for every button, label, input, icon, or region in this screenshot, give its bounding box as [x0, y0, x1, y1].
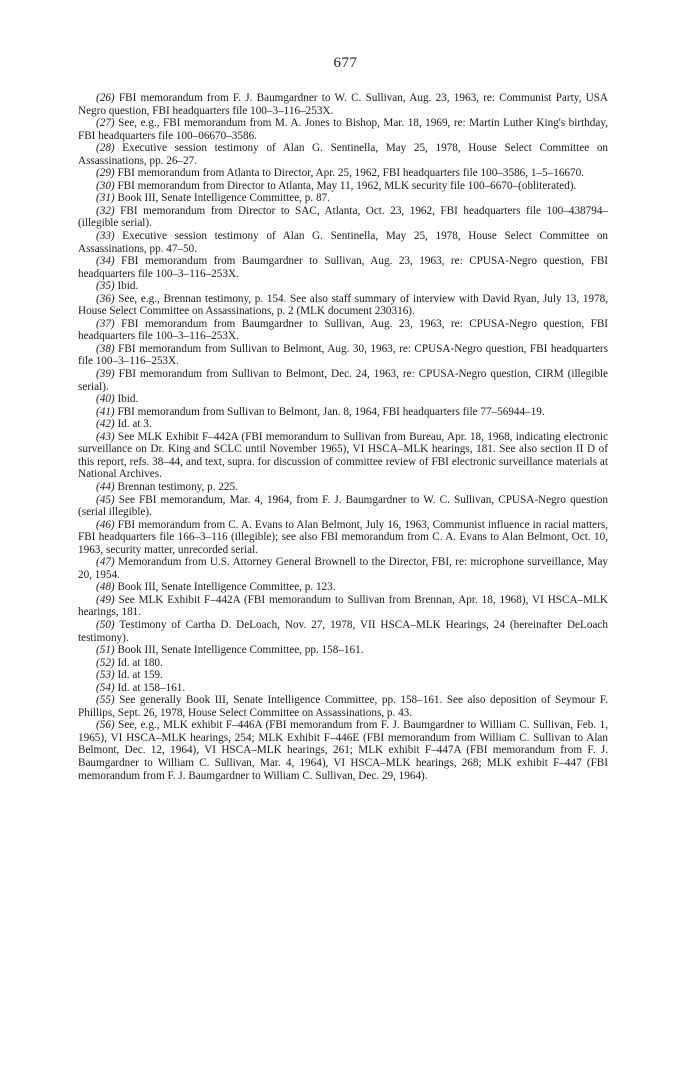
footnote	[78, 180, 608, 193]
footnote	[78, 92, 608, 117]
footnote	[78, 657, 608, 670]
footnote	[78, 167, 608, 180]
footnote	[78, 431, 608, 481]
footnote-text: FBI memorandum from Director to SAC, Atlanta, Oct. 23, 1962, FBI headquarters file 100–438794–(illegible serial).	[78, 204, 609, 230]
footnote-number: (50)	[96, 618, 115, 631]
footnote-text: Book III, Senate Intelligence Committee, pp. 158–161.	[117, 644, 364, 657]
footnote-number: (46)	[96, 518, 115, 531]
footnote-number: (49)	[96, 593, 115, 606]
footnote-text: Memorandum from U.S. Attorney General Brownell to the Director, FBI, re: microphone surveillance, May 20, 1954.	[78, 556, 609, 581]
footnote-number: (56)	[96, 719, 115, 732]
footnote-number: (32)	[96, 204, 115, 217]
footnote	[78, 192, 608, 205]
footnote	[78, 556, 608, 581]
footnote-text: Id. at 158–161.	[117, 681, 186, 694]
footnote	[78, 719, 608, 782]
footnote-number: (55)	[96, 694, 115, 707]
footnote-number: (36)	[96, 292, 115, 305]
footnote-number: (30)	[96, 179, 115, 192]
footnote-text: FBI memorandum from Baumgardner to Sullivan, Aug. 23, 1963, re: CPUSA-Negro question, FBI headquarters file 100–3–116–253X.	[78, 317, 609, 343]
footnote-number: (34)	[96, 255, 115, 268]
footnote-text: Book III, Senate Intelligence Committee, p. 123.	[117, 581, 336, 594]
footnote-text: FBI memorandum from Sullivan to Belmont, Dec. 24, 1963, re: CPUSA-Negro question, CIRM (illegible serial).	[78, 368, 608, 393]
footnote	[78, 644, 608, 657]
footnote-number: (43)	[96, 430, 115, 443]
footnote	[78, 368, 608, 393]
footnote-text: See MLK Exhibit F–442A (FBI memorandum to Sullivan from Brennan, Apr. 18, 1968), VI HSCA–MLK hearings, 181.	[78, 593, 608, 619]
footnote	[78, 280, 608, 293]
footnote	[78, 343, 608, 368]
footnote-list	[78, 92, 608, 782]
footnote	[78, 481, 608, 494]
footnote-text: Id. at 180.	[117, 656, 163, 669]
footnote-number: (38)	[96, 342, 115, 355]
footnote-number: (35)	[96, 280, 115, 293]
footnote	[78, 142, 608, 167]
footnote-number: (39)	[96, 368, 115, 381]
footnote	[78, 669, 608, 682]
page-number: 677	[333, 55, 358, 71]
footnote	[78, 293, 608, 318]
footnote-text: Ibid.	[117, 393, 139, 406]
footnote-text: See, e.g., FBI memorandum from M. A. Jones to Bishop, Mar. 18, 1969, re: Martin Luther King's birthday, FBI headquarters file 100–06670–3586.	[78, 117, 608, 142]
footnote-text: Id. at 159.	[117, 669, 163, 682]
footnote-text: See, e.g., MLK exhibit F–446A (FBI memorandum from F. J. Baumgardner to William C. Sullivan, Feb. 1, 1965), VI HSCA–MLK hearings, 254; MLK Exhibit F–446E (FBI memorandum from William C. Sullivan to Alan Belmont, Dec. 12, 1964), VI HSCA–MLK hearings, 261; MLK exhibit F–447A (FBI memorandum from F. J. Baumgardner to William C. Sullivan, Mar. 4, 1964), VI HSCA–MLK hearings, 268; MLK exhibit F–447 (FBI memorandum from F. J. Baumgardner to William C. Sullivan, Dec. 29, 1964).	[78, 719, 609, 782]
footnote-number: (54)	[96, 681, 115, 694]
footnote-text: FBI memorandum from Atlanta to Director, Apr. 25, 1962, FBI headquarters file 100–3586, 1–5–16670.	[117, 167, 584, 180]
footnote-text: FBI memorandum from C. A. Evans to Alan Belmont, July 16, 1963, Communist influence in racial matters, FBI headquarters file 166–3–116 (illegible); see also FBI memorandum from C. A. Evans to Alan Belmont, Oct. 10, 1963, security matter, unrecorded serial.	[78, 518, 608, 556]
footnote-text: Testimony of Cartha D. DeLoach, Nov. 27, 1978, VII HSCA–MLK Hearings, 24 (hereinafter DeLoach testimony).	[78, 618, 608, 644]
footnote	[78, 117, 608, 142]
footnote	[78, 581, 608, 594]
footnote	[78, 406, 608, 419]
footnote-text: Id. at 3.	[117, 418, 152, 431]
footnote	[78, 619, 608, 644]
footnote-text: See MLK Exhibit F–442A (FBI memorandum to Sullivan from Bureau, Apr. 18, 1968, indicating electronic surveillance on Dr. King and SCLC until November 1965), VI HSCA–MLK hearings, 181. See also section II D of this report, refs. 38–44, and text, supra. for discussion of committee review of FBI electronic surveillance materials at National Archives.	[78, 430, 608, 481]
footnote-number: (53)	[96, 669, 115, 682]
footnote-number: (41)	[96, 405, 115, 418]
footnote-number: (26)	[96, 92, 115, 104]
footnote	[78, 494, 608, 519]
footnote-text: See FBI memorandum, Mar. 4, 1964, from F. J. Baumgardner to W. C. Sullivan, CPUSA-Negro question (serial illegible).	[78, 493, 608, 519]
footnote-number: (28)	[96, 142, 115, 155]
footnote-number: (31)	[96, 192, 115, 205]
footnote-number: (52)	[96, 656, 115, 669]
footnote-text: FBI memorandum from Sullivan to Belmont, Aug. 30, 1963, re: CPUSA-Negro question, FBI headquarters file 100–3–116–253X.	[78, 342, 608, 368]
footnote-number: (37)	[96, 317, 115, 330]
footnote-number: (48)	[96, 581, 115, 594]
footnote	[78, 393, 608, 406]
footnote	[78, 318, 608, 343]
footnote	[78, 205, 608, 230]
footnote-text: FBI memorandum from F. J. Baumgardner to W. C. Sullivan, Aug. 23, 1963, re: Communist Party, USA Negro question, FBI headquarters file 100–3–116–253X.	[78, 92, 608, 117]
footnote-text: FBI memorandum from Baumgardner to Sullivan, Aug. 23, 1963, re: CPUSA-Negro question, FBI headquarters file 100–3–116–253X.	[78, 255, 609, 280]
footnote-number: (29)	[96, 167, 115, 180]
footnote-text: FBI memorandum from Sullivan to Belmont, Jan. 8, 1964, FBI headquarters file 77–56944–19.	[117, 405, 545, 418]
footnote-number: (47)	[96, 556, 115, 569]
footnote-number: (44)	[96, 480, 115, 493]
footnote	[78, 594, 608, 619]
footnote-text: Brennan testimony, p. 225.	[117, 480, 238, 493]
footnote-number: (40)	[96, 393, 115, 406]
footnote-number: (45)	[96, 493, 115, 506]
footnote	[78, 230, 608, 255]
footnote-number: (33)	[96, 230, 115, 243]
footnote	[78, 519, 608, 557]
footnote	[78, 418, 608, 431]
footnote-number: (27)	[96, 117, 115, 130]
footnote-text: Executive session testimony of Alan G. Sentinella, May 25, 1978, House Select Committee on Assassinations, pp. 47–50.	[78, 230, 609, 255]
footnote	[78, 255, 608, 280]
footnote-text: FBI memorandum from Director to Atlanta, May 11, 1962, MLK security file 100–6670–(obliterated).	[117, 179, 577, 192]
footnote-number: (51)	[96, 644, 115, 657]
footnote-text: Ibid.	[117, 280, 139, 293]
footnote-text: Book III, Senate Intelligence Committee, p. 87.	[117, 192, 330, 205]
footnote-text: Executive session testimony of Alan G. Sentinella, May 25, 1978, House Select Committee on Assassinations, pp. 26–27.	[78, 142, 609, 167]
footnote-text: See generally Book III, Senate Intelligence Committee, pp. 158–161. See also deposition of Seymour F. Phillips, Sept. 26, 1978, House Select Committee on Assassinations, p. 43.	[78, 694, 609, 719]
footnote-number: (42)	[96, 418, 115, 431]
footnote	[78, 682, 608, 695]
footnote	[78, 694, 608, 719]
footnote-text: See, e.g., Brennan testimony, p. 154. See also staff summary of interview with David Ryan, July 13, 1978, House Select Committee on Assassinations, p. 2 (MLK document 230316).	[78, 292, 608, 318]
